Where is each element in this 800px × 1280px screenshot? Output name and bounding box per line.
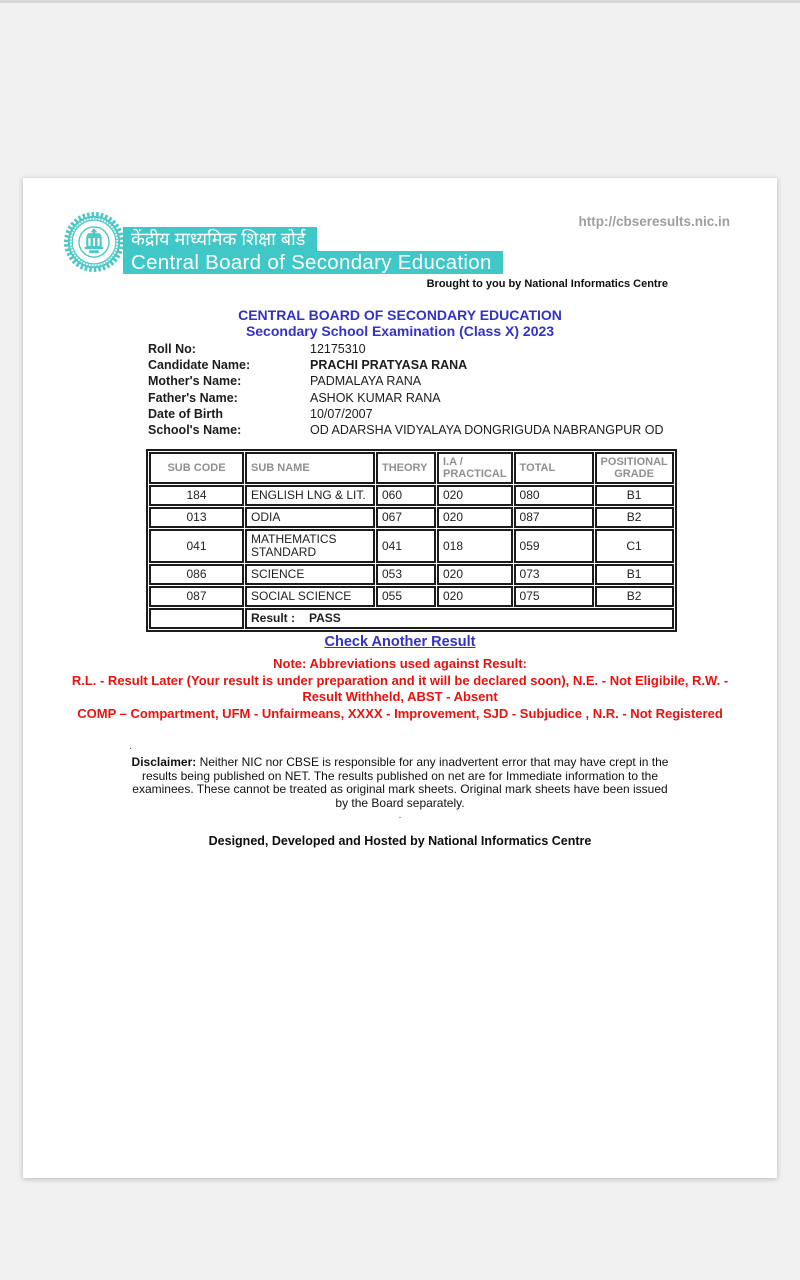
column-header: POSITIONAL GRADE: [595, 452, 674, 484]
subject-row: [149, 485, 674, 506]
subject-cell: 013: [149, 507, 244, 528]
column-header: TOTAL: [514, 452, 594, 484]
subject-cell: 018: [437, 529, 513, 563]
field-row: [148, 422, 664, 438]
subject-cell: 020: [437, 507, 513, 528]
field-label: Roll No:: [148, 342, 196, 356]
result-status-cell: [245, 608, 674, 629]
subject-cell: 073: [514, 564, 594, 585]
field-value: 10/07/2007: [310, 406, 373, 421]
field-label: Father's Name:: [148, 390, 238, 405]
abbreviation-notes: [23, 656, 777, 722]
stray-dot: .: [398, 809, 402, 821]
subject-cell: 053: [376, 564, 436, 585]
org-name-hindi: केंद्रीय माध्यमिक शिक्षा बोर्ड: [123, 227, 317, 251]
note-line: Note: Abbreviations used against Result:: [273, 656, 527, 671]
marks-table: [146, 449, 677, 632]
marks-table-wrap: [146, 449, 677, 632]
subject-cell: 060: [376, 485, 436, 506]
subject-row: [149, 507, 674, 528]
cbse-logo: [63, 211, 125, 273]
subject-cell: 080: [514, 485, 594, 506]
field-row: [148, 373, 664, 389]
note-line: Result Withheld, ABST - Absent: [302, 689, 498, 705]
site-url: http://cbseresults.nic.in: [578, 214, 730, 229]
disclaimer-text: Neither NIC nor CBSE is responsible for any inadvertent error that may have crept in the results being published on NET. The results published on net are for Immediate information to the examinees. These cannot be treated as original mark sheets. Original mark sheets have been issued by the Board separately.: [132, 755, 669, 810]
column-header: I.A / PRACTICAL: [437, 452, 513, 484]
subject-cell: 059: [514, 529, 594, 563]
subject-cell: ODIA: [245, 507, 375, 528]
org-name-english: Central Board of Secondary Education: [123, 251, 503, 274]
brought-by-text: Brought to you by National Informatics Centre: [426, 278, 668, 290]
result-row-blank-cell: [149, 608, 244, 629]
title-block: [23, 307, 777, 339]
subject-cell: ENGLISH LNG & LIT.: [245, 485, 375, 506]
subject-row: [149, 529, 674, 563]
subject-cell: MATHEMATICS STANDARD: [245, 529, 375, 563]
field-label: School's Name:: [148, 423, 242, 438]
subject-cell: 086: [149, 564, 244, 585]
note-line: COMP – Compartment, UFM - Unfairmeans, XXXX - Improvement, SJD - Subjudice , N.R. - Not Registered: [77, 705, 723, 721]
field-label: Date of Birth: [148, 406, 223, 421]
result-page-card: [23, 178, 777, 1178]
subject-row: [149, 564, 674, 585]
field-value: PRACHI PRATYASA RANA: [310, 358, 468, 373]
subject-cell: 087: [149, 586, 244, 607]
check-another-result-link[interactable]: Check Another Result: [324, 634, 476, 650]
candidate-fields: [148, 341, 664, 438]
field-row: [148, 390, 664, 406]
result-label: Result :: [251, 611, 296, 625]
subject-cell: C1: [595, 529, 674, 563]
page-subtitle: Secondary School Examination (Class X) 2023: [245, 323, 555, 339]
field-row: [148, 341, 664, 357]
subject-cell: 020: [437, 586, 513, 607]
subject-cell: B2: [595, 507, 674, 528]
field-row: [148, 406, 664, 422]
subject-cell: SOCIAL SCIENCE: [245, 586, 375, 607]
check-link-wrap: [23, 633, 777, 651]
field-value: ASHOK KUMAR RANA: [310, 390, 441, 405]
subject-cell: B1: [595, 485, 674, 506]
subject-cell: 075: [514, 586, 594, 607]
subject-cell: 020: [437, 564, 513, 585]
footer-credit: Designed, Developed and Hosted by National Informatics Centre: [208, 834, 592, 848]
subject-cell: 184: [149, 485, 244, 506]
field-label: Mother's Name:: [148, 374, 242, 389]
field-value: OD ADARSHA VIDYALAYA DONGRIGUDA NABRANGPUR OD: [310, 423, 664, 438]
column-header: SUB CODE: [149, 452, 244, 484]
disclaimer-label: Disclaimer:: [131, 755, 197, 769]
subject-cell: 020: [437, 485, 513, 506]
result-status-value: PASS: [309, 611, 341, 625]
subject-cell: 055: [376, 586, 436, 607]
subject-cell: 041: [149, 529, 244, 563]
disclaimer: [126, 756, 674, 810]
field-label: Candidate Name:: [148, 358, 251, 373]
subject-cell: 087: [514, 507, 594, 528]
marks-table-body: [149, 485, 674, 607]
result-row: [149, 608, 674, 629]
subject-cell: SCIENCE: [245, 564, 375, 585]
cbse-emblem-icon: [63, 211, 125, 273]
column-header: SUB NAME: [245, 452, 375, 484]
subject-cell: 067: [376, 507, 436, 528]
stray-dot: .: [129, 740, 133, 752]
subject-cell: B2: [595, 586, 674, 607]
subject-cell: 041: [376, 529, 436, 563]
subject-cell: B1: [595, 564, 674, 585]
field-value: PADMALAYA RANA: [310, 374, 422, 389]
column-header: THEORY: [376, 452, 436, 484]
top-strip: [0, 0, 800, 3]
page-title: CENTRAL BOARD OF SECONDARY EDUCATION: [238, 307, 562, 323]
org-banner: [123, 227, 503, 274]
field-row: [148, 357, 664, 373]
marks-table-header-row: [149, 452, 674, 484]
field-value: 12175310: [310, 342, 366, 356]
note-line: R.L. - Result Later (Your result is under preparation and it will be declared soon), N.E. - Not Eligibile, R.W. -: [71, 672, 729, 688]
subject-row: [149, 586, 674, 607]
